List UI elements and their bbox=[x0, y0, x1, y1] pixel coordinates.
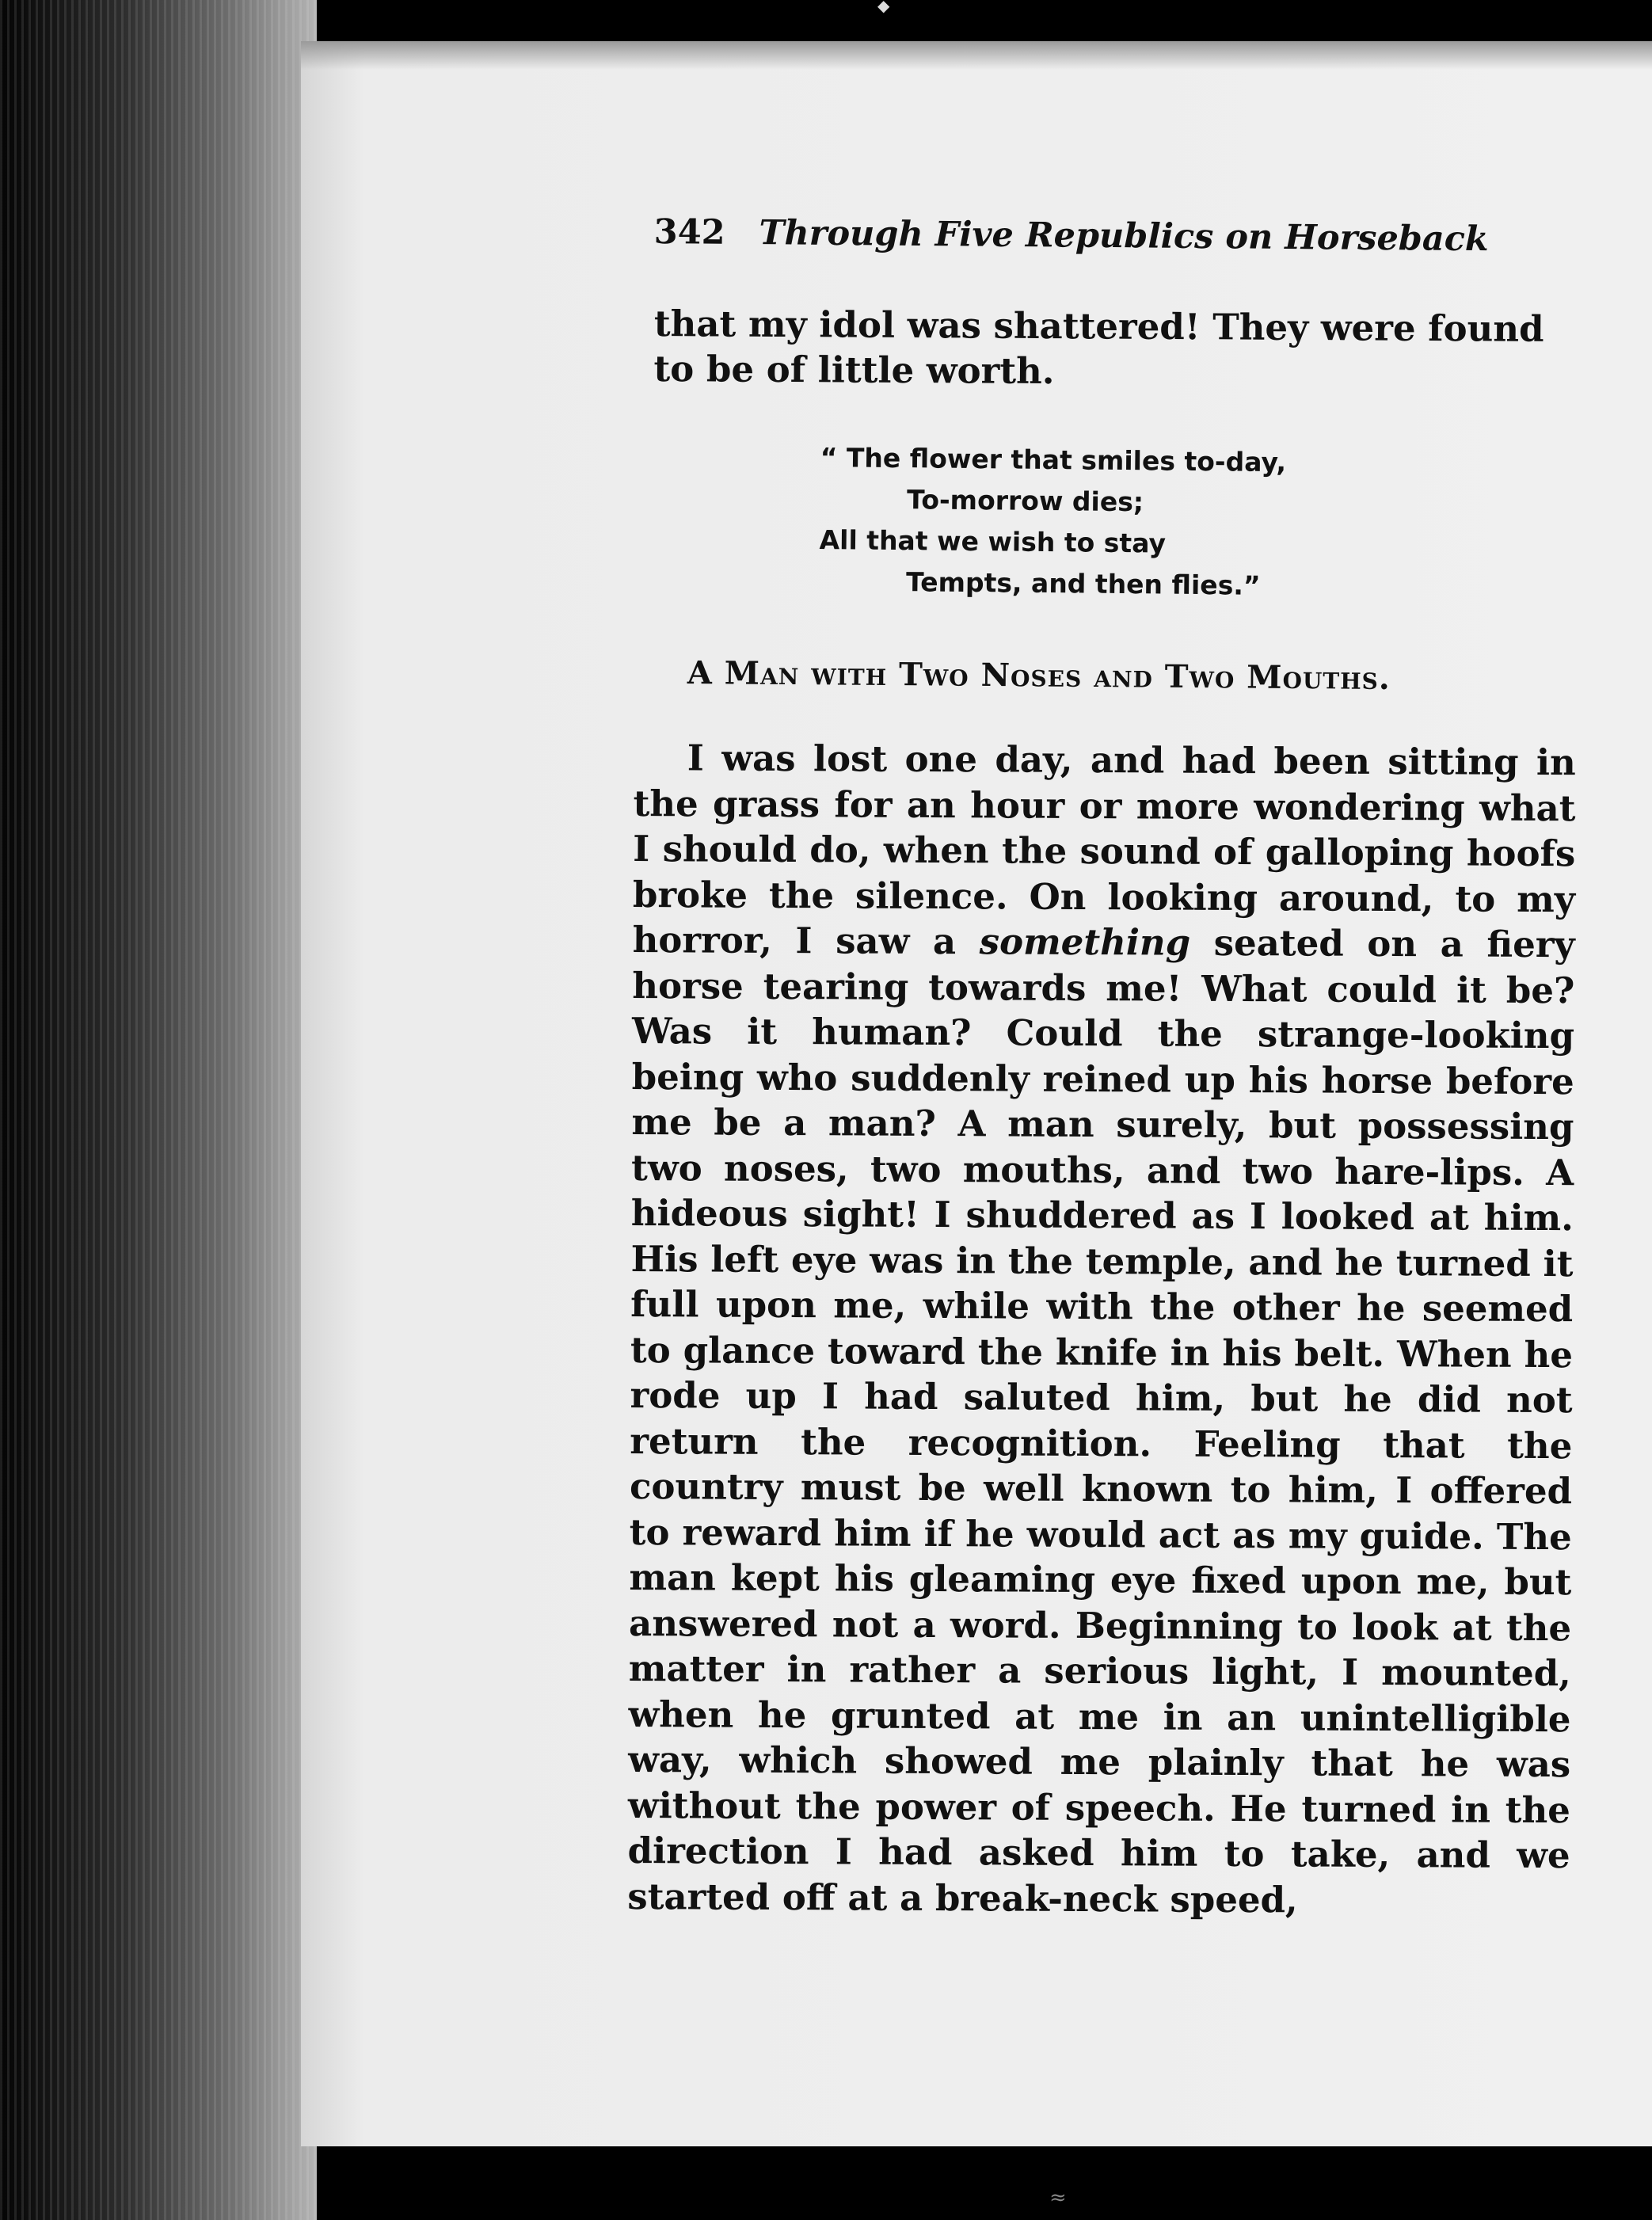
section-heading bbox=[687, 654, 1559, 709]
section-heading-text: A Man with Two Noses and Two Mouths. bbox=[687, 654, 1391, 697]
page-number: 342 bbox=[653, 212, 725, 253]
scan-artifact-top: ◆ bbox=[877, 0, 890, 15]
body-text-part-2: seated on a fiery horse tearing towards me! What could it be? Was it human? Could the strange-looking being who suddenly reined up his horse before me be a man? A man surely, but possessing two noses, two mouths, and two hare-lips. A hideous sight! I shuddered as I looked at him. His left eye was in the temple, and he turned it full upon me, while with the other he seemed to glance toward the knife in his belt. When he rode up I had saluted him, but he did not return the recognition. Feeling that the country must be well known to him, I offered to reward him if he would act as my guide. The man kept his gleaming eye fixed upon me, but answered not a word. Beginning to look at the matter in rather a serious light, I mounted, when he grunted at me in an unintelligible way, which showed me plainly that he was without the power of speech. He turned in the direction I had asked him to take, and we started off at a break-neck speed, bbox=[627, 921, 1575, 1921]
body-paragraph bbox=[627, 735, 1576, 1924]
body-emphasis: something bbox=[979, 920, 1191, 964]
poem-line-4: Tempts, and then flies.” bbox=[905, 566, 1261, 601]
body-text-part-1: I was lost one day, and had been sitting in the grass for an hour or more wondering what I should do, when the sound of galloping hoofs broke the silence. On looking around, to my horror, I saw a bbox=[632, 737, 1576, 963]
page-header bbox=[653, 212, 1525, 276]
book-spine-edge bbox=[0, 0, 317, 2220]
page-top-shadow bbox=[301, 41, 1652, 70]
poem-line-1: “ The flower that smiles to-day, bbox=[820, 441, 1287, 478]
running-title: Through Five Republics on Horseback bbox=[759, 213, 1489, 260]
intro-paragraph: that my idol was shattered! They were found to be of little worth. bbox=[653, 302, 1544, 393]
poem-line-2: To-morrow dies; bbox=[906, 484, 1144, 518]
poem-quote bbox=[819, 437, 1375, 607]
poem-line-3: All that we wish to stay bbox=[819, 524, 1167, 559]
scan-artifact-bottom: ≈ bbox=[1049, 2186, 1067, 2210]
